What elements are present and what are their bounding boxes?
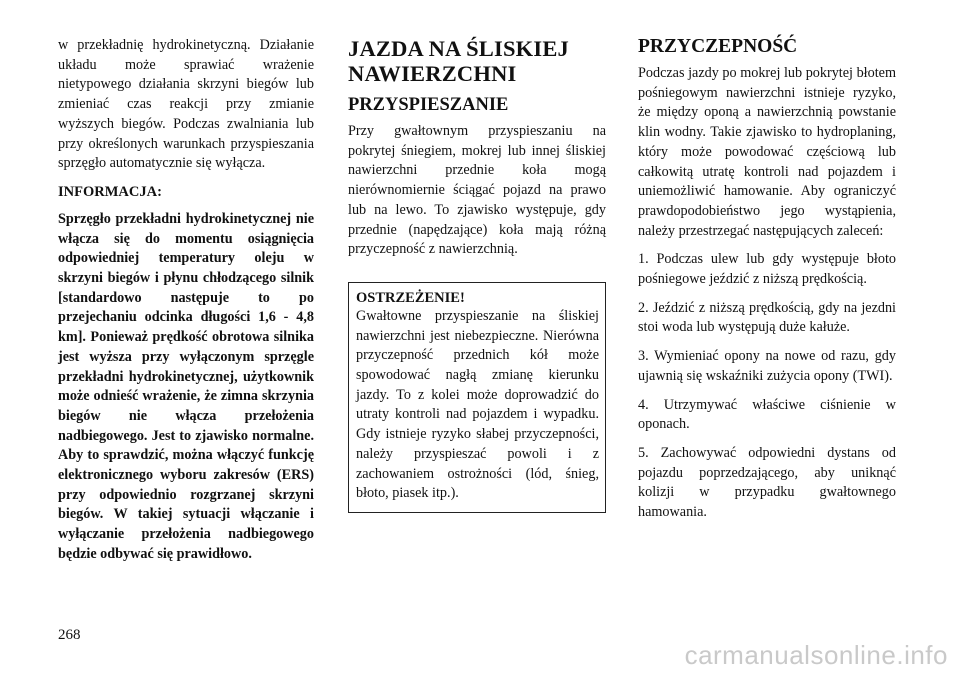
info-text: Sprzęgło przekładni hydrokinetycznej nie włącza się do momentu osiągnięcia odpowiedniej temperatury oleju w skrzyni biegów i płynu chłodzącego silnik [standardowo następuje to po przejechaniu odcinka długości 1,6 - 4,8 km]. Ponieważ prędkość obrotowa silnika jest wyższa przy wyłączonym sprzęgle przekładni hydrokinetycznej, użytkownik może odnieść wrażenie, że zimna skrzynia biegów nie włącza przełożenia nadbiegowego. Jest to zjawisko normalne. Aby to sprawdzić, można włączyć funkcję elektronicznego wyboru zakresów (ERS) przy odpowiednio rozgrzanej skrzyni biegów. W takiej sytuacji włączanie i wyłączanie przełożenia nadbiegowego będzie odbywać się prawidłowo. bbox=[58, 210, 314, 562]
list-item: 3. Wymieniać opony na nowe od razu, gdy ujawnią się wskaźniki zużycia opony (TWI). bbox=[638, 348, 896, 384]
left-column bbox=[58, 36, 314, 574]
warning-title: OSTRZEŻENIE! bbox=[356, 289, 465, 306]
page-number: 268 bbox=[58, 627, 81, 643]
list-item: 4. Utrzymywać właściwe ciśnienie w oponach. bbox=[638, 396, 896, 433]
watermark: carmanualsonline.info bbox=[684, 640, 948, 670]
list-item: 5. Zachowywać odpowiedni dystans od pojazdu poprzedzającego, aby uniknąć kolizji w przypadku gwałtownego hamowania. bbox=[638, 444, 896, 521]
info-label: INFORMACJA: bbox=[58, 183, 162, 200]
section-title-slippery: JAZDA NA ŚLISKIEJ NAWIERZCHNI bbox=[348, 36, 569, 86]
warning-text: Gwałtowne przyspieszanie na śliskiej nawierzchni jest niebezpieczne. Nierówna przyczepność przednich kół może spowodować nagłą zmianę kierunku jazdy. To z kolei może doprowadzić do utraty kontroli nad pojazdem i wypadku. Gdy istnieje ryzyko słabej przyczepności, należy przyspieszać powoli i z zachowaniem ostrożności (lód, śnieg, błoto, piasek itp.). bbox=[356, 307, 599, 502]
list-item: 2. Jeździć z niższą prędkością, gdy na jezdni stoi woda lub występują duże kałuże. bbox=[638, 299, 896, 336]
intro-paragraph: w przekładnię hydrokinetyczną. Działanie układu może sprawiać wrażenie nietypowego działania skrzyni biegów lub zmieniać czas reakcji przy zmianie wyższych biegów. Podczas zwalniania lub przy określonych warunkach przyspieszania sprzęgło automatycznie się wyłącza. bbox=[58, 37, 314, 172]
right-column bbox=[638, 36, 896, 532]
traction-intro: Podczas jazdy po mokrej lub pokrytej błotem pośniegowym nawierzchni istnieje ryzyko, że między oponą a nawierzchnią powstanie klin wodny. Takie zjawisko to hydroplaning, który może powodować częściową lub całkowitą utratę kontroli nad pojazdem i uniemożliwić hamowanie. Aby ograniczyć prawdopodobieństwo jego wystąpienia, należy przestrzegać następujących zaleceń: bbox=[638, 65, 896, 239]
middle-column bbox=[348, 36, 606, 513]
list-item: 1. Podczas ulew lub gdy występuje błoto pośniegowe jeździć z niższą prędkością. bbox=[638, 251, 896, 288]
acceleration-paragraph: Przy gwałtownym przyspieszaniu na pokrytej śniegiem, mokrej lub innej śliskiej nawierzchni przednie koła mogą nierównomiernie ściągać pojazd na prawo lub na lewo. To zjawisko występuje, gdy przednie (napędzające) koła mają różną przyczepność z nawierzchnią. bbox=[348, 123, 606, 258]
subsection-title-acceleration: PRZYSPIESZANIE bbox=[348, 95, 509, 115]
section-title-traction: PRZYCZEPNOŚĆ bbox=[638, 36, 798, 57]
warning-box bbox=[348, 282, 606, 513]
